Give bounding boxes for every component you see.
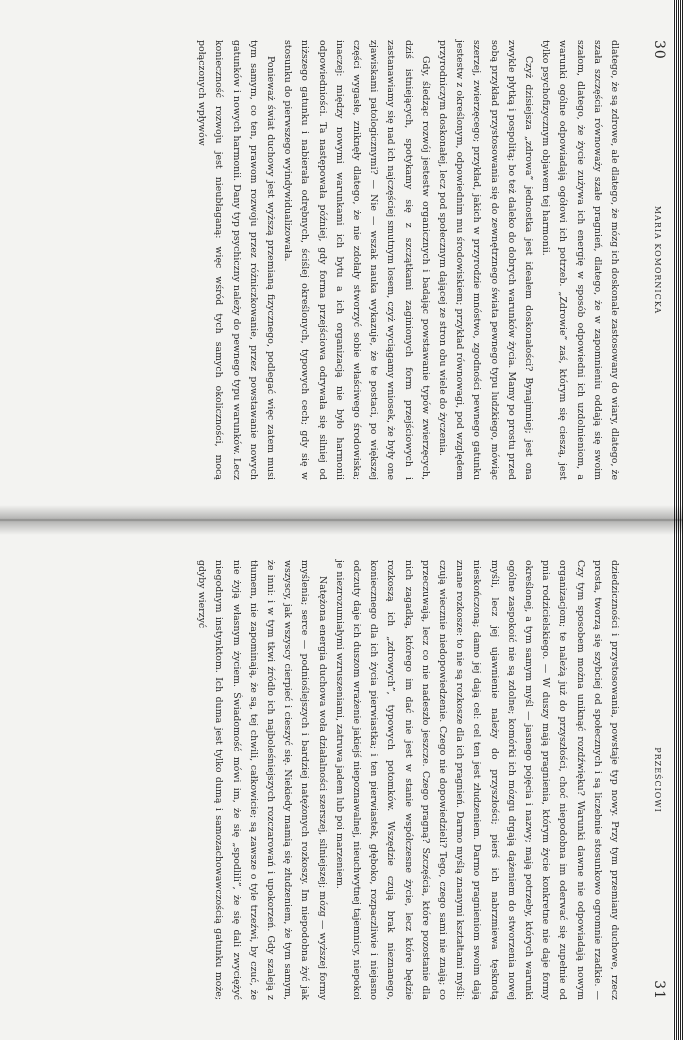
paragraph: Gdy, śledząc rozwój jestestw organicznych i badając powstawanie typów zwierzęcych, dziś istniejących, spotykamy się z szczątkami zaginionych form przejściowych i zastanawiamy się nad ich najczęściej smutnym losem, czyż wyciągamy wniosek, że były one zjawiskami patologicznymi? — Nie — wszak nauka wykazuje, że te postaci, po większej części wygasłe, zniknęły dlatego, że nie zdołały stworzyć sobie właściwego środowiska; inaczej: między nowymi warunkami ich bytu a ich organizacją nie było harmonii odpowiedniości. Ta następowała później, gdy forma przejściowa odrywała się silniej od niższego gatunku i nabierała odrębnych, ściślej określonych, typowych cech; gdy się w stosunku do pierwszego wyindywidualizowała. [282,40,431,480]
left-running-head: MARIA KOMORNICKA [653,205,662,315]
paragraph: Ponieważ świat duchowy jest wyższą przemianą fizycznego, podlegać więc zatem musi tym samym, co ten, prawom rozwoju przez różniczkowanie, przez powstawanie nowych gatunków i nowych harmonii. Dany typ psychiczny należy do pewnego typu warunków. Lecz konieczność rozwoju jest nieubłaganą: więc wśród tych samych okoliczności, mocą połączonych wpływów [196,40,276,480]
paragraph: dlatego, że są zdrowe, ale dlatego, że mózg ich doskonale zastosowany do wiary, dlatego, że szała szczęścia równoważy szałe pragnień, dlatego, że w zapomnieniu oddają się swoim szałom, dlatego, że życie zużywa ich energię w sposób odpowiedni ich uzdolnieniom, a warunki ogólne odpowiadają ogółowi ich potrzeb. „Zdrowie” zaś, którym się cieszą, jest tylko psychofizycznym objawem tej harmonii. [540,40,620,480]
paragraph: dziedziczności i przystosowania, powstaje typ nowy. Przy tym przemiany duchowe, rzecz prosta, tworzą się szybciej od społecznych i są liczebnie stosunkowo ogromnie rzadkie. — Czy tym sposobem można uniknąć rozdźwięku? Warunki dawne nie odpowiadają nowym organizacjom; te należą już do przyszłości, choć niepodobna im oderwać się zupełnie od pnia rodzicielskiego. — W duszy mają pragnienia, którym życie konkretne nie daje formy określonej, a tym samym myśl — jasnego pojęcia i nazwy; mają potrzeby, których warunki ogólne zaspokoić nie są zdolne; komórki ich mózgu drgają dążeniem do stworzenia nowej myśli, lecz jej ujawnienie należy do przyszłości; pierś ich nabrzmiewa tęsknotą nieskończoną; damo jej dają cel: cel ten jest złudzeniem. Darmo pragnieniom swoim dają znane rozkosze: to nie są rozkosze dla ich pragnień. Darmo myślą znanymi kształtami myśli: czują wiecznie niedopowiedzenie. Czego nie dopowiedzieli? Tego, czego sami nie znają; co przeczuwają, lecz co nie nadeszło jeszcze. Czego pragną? Szczęścia, które pozostanie dla nich zagadką, którego im dać nie jest w stanie współczesne życie, lecz które będzie rozkoszą ich „zdrowych”, typowych potomków. Wszędzie czują brak nieznanego, koniecznego dla ich życia pierwiastka; i ten pierwiastek, głęboko, rozpaczliwie i niejasno odczuty daje ich duszom wrażenie jakiejś niepoznawalnej, nieuchwytnej tajemnicy, niepokoi je niezrozumiałymi wzruszeniami, zatruwa jadem lub poi marzeniem. [333,560,620,1000]
left-page-number: 30 [651,40,667,60]
paragraph: Czyż dzisiejsza „zdrowa” jednostka jest ideałem doskonałości? Bynajmniej; jest ona zwykle płytką i pospolitą; bo też daleko do dobrych warunków życia. Mamy po prostu przed sobą przykład przystosowania się do zewnętrznego świata pewnego typu ludzkiego, mówiąc szerzej, zwierzęcego; przykład, jakich w przyrodzie mnóstwo, zgodności pewnego gatunku jestestw z określonym, odpowiednim mu środowiskiem; przykład równowagi, pod względem przyrodniczym doskonałej, lecz pod społecznym dającej ze stron obu wiele do życzenia. [436,40,534,480]
right-running-head: PRZEŚCIOWI [653,747,662,813]
left-page-header [649,40,665,480]
right-page-body [193,560,623,1000]
right-page [0,520,683,1040]
paragraph: Natężona energia duchowa woła działalności szerszej, silniejszej; mózg — wyższej formy myślenia; serce — podnioślejszych i bardziej natężonych rozkoszy. Im niepodobna żyć jak wszyscy, jak wszyscy cierpieć i cieszyć się. Niekiedy mamią się złudzeniem, że tym samym, że inni: i w tym tkwi źródło ich najboleśniejszych rozczarowań i upokorzeń. Gdy szaleją z tłumem, nie zapominają, że są, tej chwili, całkowicie; są zawsze o tyle trzeźwi, by czuć, że nie żyją własnym życiem. Świadomość mówi im, że się „spodlili”, że się dali zwyciężyć niegodnym instynktom. Ich duma jest tylko dumą i samozachowawczością gatunku może; gdyby wierzyć [196,560,328,1000]
right-page-header [649,560,665,1000]
right-page-number: 31 [651,980,667,1000]
left-page-body [193,40,623,480]
